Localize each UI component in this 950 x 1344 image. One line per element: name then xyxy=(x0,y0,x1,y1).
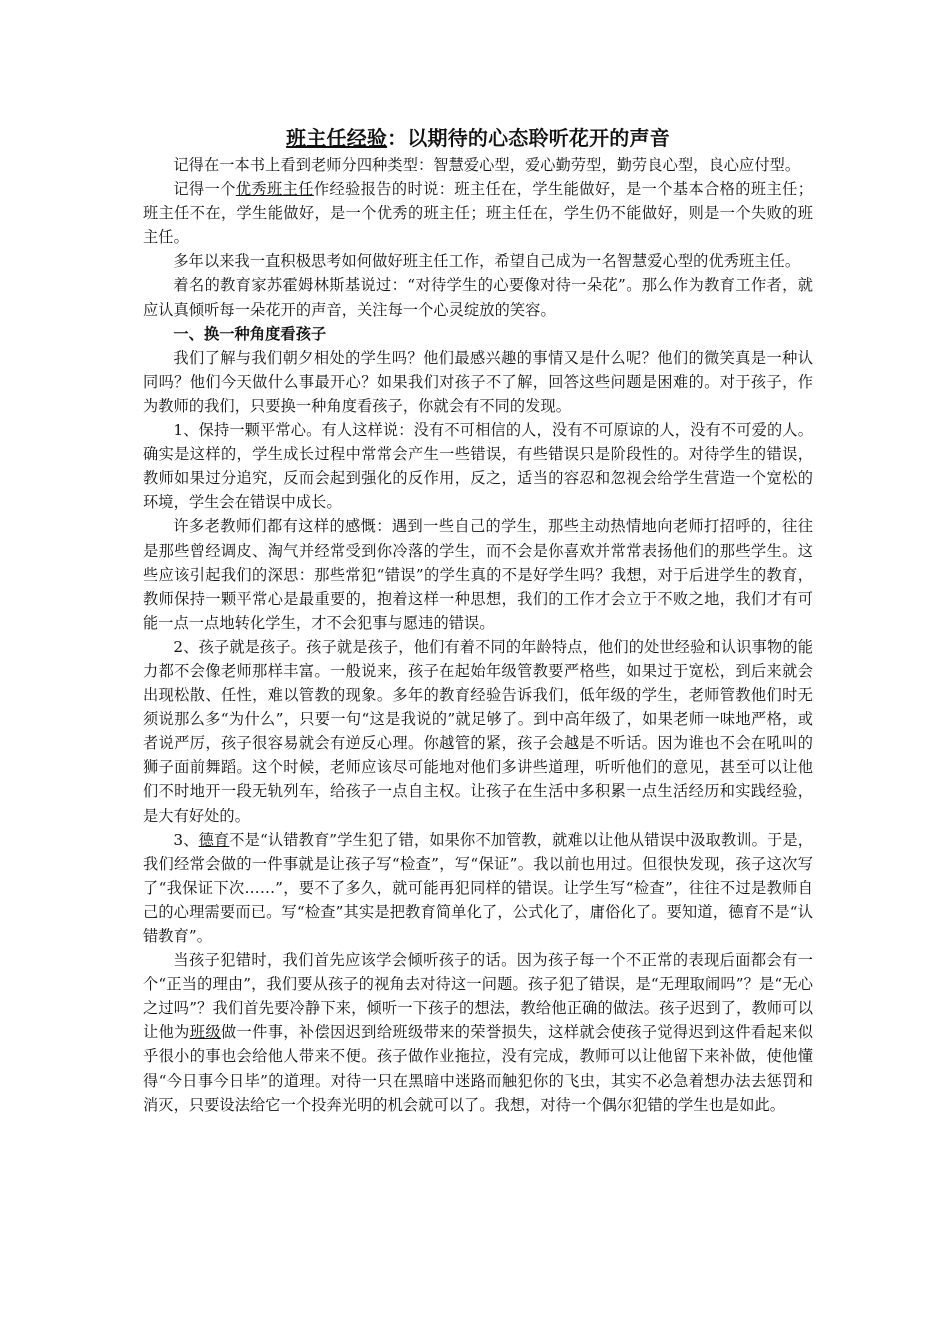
paragraph-6: 1、保持一颗平常心。有人这样说：没有不可相信的人，没有不可原谅的人，没有不可爱的人。确实是这样的，学生成长过程中常常会产生一些错误，有些错误只是阶段性的。对待学生的错误，教师如果过分追究，反而会起到强化的反作用，反之，适当的容忍和忽视会给学生营造一个宽松的环境，学生会在错误中成长。 xyxy=(143,421,813,512)
excellent-teacher-link[interactable]: 优秀班主任 xyxy=(235,180,314,199)
title-link[interactable]: 班主任经验 xyxy=(286,126,388,150)
title-text: ：以期待的心态聆听花开的声音 xyxy=(387,126,670,150)
paragraph-9-after: 不是“认错教育”学生犯了错，如果你不加管教，就难以让他从错误中汲取教训。于是，我们经常会做的一件事就是让孩子写“检查”，写“保证”。我以前也用过。但很快发现，孩子这次写了“我保证下次……”，要不了多久，就可能再犯同样的错误。让学生写“检查”，往往不过是教师自己的心理需要而已。写“检查”其实是把教育简单化了，公式化了，庸俗化了。要知道，德育不是“认错教育”。 xyxy=(143,830,813,945)
paragraph-7: 许多老教师们都有这样的感慨：遇到一些自己的学生，那些主动热情地向老师打招呼的，往往是那些曾经调皮、淘气并经常受到你冷落的学生，而不会是你喜欢并常常表扬他们的那些学生。这些应该引起我们的深思：那些常犯“错误”的学生真的不是好学生吗？我想，对于后进学生的教育，教师保持一颗平常心是最重要的，抱着这样一种思想，我们的工作才会立于不败之地，我们才有可能一点一点地转化学生，才不会犯事与愿违的错误。 xyxy=(143,517,813,632)
paragraph-5: 我们了解与我们朝夕相处的学生吗？他们最感兴趣的事情又是什么呢？他们的微笑真是一种认同吗？他们今天做什么事最开心？如果我们对孩子不了解，回答这些问题是困难的。对于孩子，作为教师的我们，只要换一种角度看孩子，你就会有不同的发现。 xyxy=(143,348,813,415)
paragraph-9 xyxy=(143,828,813,948)
paragraph-3: 多年以来我一直积极思考如何做好班主任工作，希望自己成为一名智慧爱心型的优秀班主任。 xyxy=(173,252,801,271)
paragraph-9-before: 3、 xyxy=(173,830,199,849)
paragraph-2-after: 作经验报告的时说：班主任在，学生能做好，是一个基本合格的班主任；班主任不在，学生能做好，是一个优秀的班主任；班主任在，学生仍不能做好，则是一个失败的班主任。 xyxy=(143,180,814,247)
paragraph-2-before: 记得一个 xyxy=(173,180,236,199)
paragraph-4: 着名的教育家苏霍姆林斯基说过：“对待学生的心要像对待一朵花”。那么作为教育工作者，就应认真倾听每一朵花开的声音，关注每一个心灵绽放的笑容。 xyxy=(143,276,813,319)
section-heading-1: 一、换一种角度看孩子 xyxy=(173,324,327,343)
page-title xyxy=(143,124,813,152)
moral-education-link[interactable]: 德育 xyxy=(198,830,230,849)
paragraph-10-before: 当孩子犯错时，我们首先应该学会倾听孩子的话。因为孩子每一个不正常的表现后面都会有一个“正当的理由”，我们要从孩子的视角去对待这一问题。孩子犯了错误，是“无理取闹吗”？是“无心之过吗”？我们首先要冷静下来，倾听一下孩子的想法，教给他正确的做法。孩子迟到了，教师可以让他为 xyxy=(143,951,813,1042)
paragraph-1: 记得在一本书上看到老师分四种类型：智慧爱心型，爱心勤劳型，勤劳良心型，良心应付型。 xyxy=(173,156,801,174)
paragraph-8: 2、孩子就是孩子。孩子就是孩子，他们有着不同的年龄特点，他们的处世经验和认识事物的能力都不会像老师那样丰富。一般说来，孩子在起始年级管教要严格些，如果过于宽松，到后来就会出现松散、任性，难以管教的现象。多年的教育经验告诉我们，低年级的学生，老师管教他们时无须说那么多“为什么”，只要一句“这是我说的”就足够了。到中高年级了，如果老师一味地严格，或者说严厉，孩子很容易就会有逆反心理。你越管的紧，孩子会越是不听话。因为谁也不会在吼叫的狮子面前舞蹈。这个时候，老师应该尽可能地对他们多讲些道理，听听他们的意见，甚至可以让他们不时地开一段无轨列车，给孩子一点自主权。让孩子在生活中多积累一点生活经历和实践经验，是大有好处的。 xyxy=(143,637,813,825)
paragraph-10 xyxy=(143,948,813,1117)
paragraph-2 xyxy=(143,177,813,249)
paragraph-10-after: 做一件事，补偿因迟到给班级带来的荣誉损失，这样就会使孩子觉得迟到这件看起来似乎很小的事也会给他人带来不便。孩子做作业拖拉，没有完成，教师可以让他留下来补做，使他懂得“今日事今日毕”的道理。对待一只在黑暗中迷路而触犯你的飞虫，其实不必急着想办法去惩罚和消灭，只要设法给它一个投奔光明的机会就可以了。我想，对待一个偶尔犯错的学生也是如此。 xyxy=(143,1023,813,1114)
document-body xyxy=(143,124,813,1117)
class-link[interactable]: 班级 xyxy=(189,1023,221,1042)
